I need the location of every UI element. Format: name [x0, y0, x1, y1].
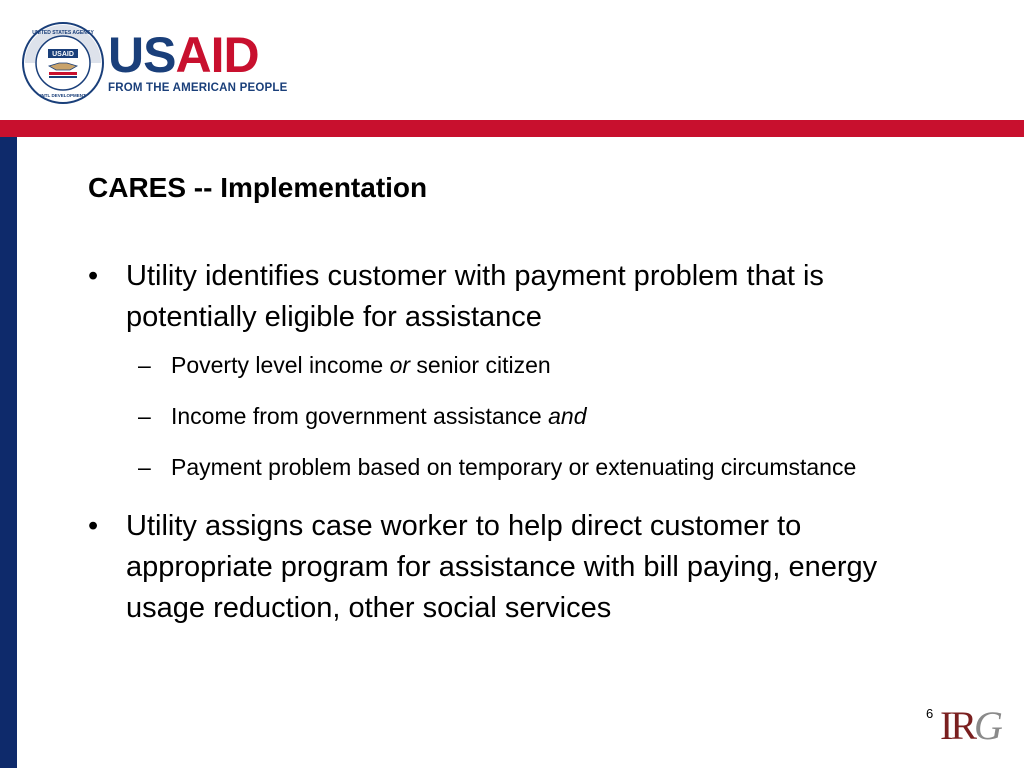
sub-bullet-emphasis: or — [389, 352, 411, 378]
bullet-item — [88, 506, 948, 629]
bullet-item — [88, 256, 948, 338]
sub-bullet-marker: – — [138, 454, 151, 480]
slide-content — [88, 256, 948, 629]
seal-inner-text: USAID — [52, 51, 74, 58]
sub-bullet-item — [88, 450, 948, 484]
usaid-seal-icon — [22, 22, 104, 104]
sub-bullet-text: Income from government assistance — [171, 403, 549, 429]
bullet-text: Utility assigns case worker to help direct customer to appropriate program for assistance with bill paying, energy usage reduction, other social services — [126, 510, 878, 624]
svg-text:INTL DEVELOPMENT: INTL DEVELOPMENT — [40, 93, 86, 98]
sub-bullet-marker: – — [138, 352, 151, 378]
irg-logo — [940, 703, 1000, 748]
slide-title: CARES -- Implementation — [88, 172, 428, 203]
sub-bullet-text: Payment problem based on temporary or extenuating circumstance — [171, 454, 857, 480]
usaid-logo-text — [108, 27, 287, 83]
usaid-wordmark — [108, 27, 288, 94]
header — [0, 0, 1024, 120]
irg-logo-text: IR — [940, 703, 974, 748]
header-red-bar — [0, 120, 1024, 137]
irg-logo-g: G — [974, 703, 1000, 748]
page-number: 6 — [926, 706, 934, 721]
logo-tagline: FROM THE AMERICAN PEOPLE — [108, 82, 288, 94]
logo-aid: AID — [175, 27, 259, 83]
sub-bullet-marker: – — [138, 403, 151, 429]
sub-bullet-item — [88, 399, 948, 433]
sub-bullet-item — [88, 348, 948, 382]
bullet-text: Utility identifies customer with payment problem that is potentially eligible for assistance — [126, 260, 824, 333]
bullet-marker: • — [88, 260, 99, 292]
sub-bullet-emphasis: and — [548, 403, 587, 429]
bullet-marker: • — [88, 510, 99, 542]
logo-us: US — [108, 27, 176, 83]
sub-bullet-text: Poverty level income — [171, 352, 390, 378]
svg-text:UNITED STATES AGENCY: UNITED STATES AGENCY — [32, 30, 94, 36]
sub-bullet-text-after: senior citizen — [410, 352, 551, 378]
left-blue-bar — [0, 137, 17, 768]
